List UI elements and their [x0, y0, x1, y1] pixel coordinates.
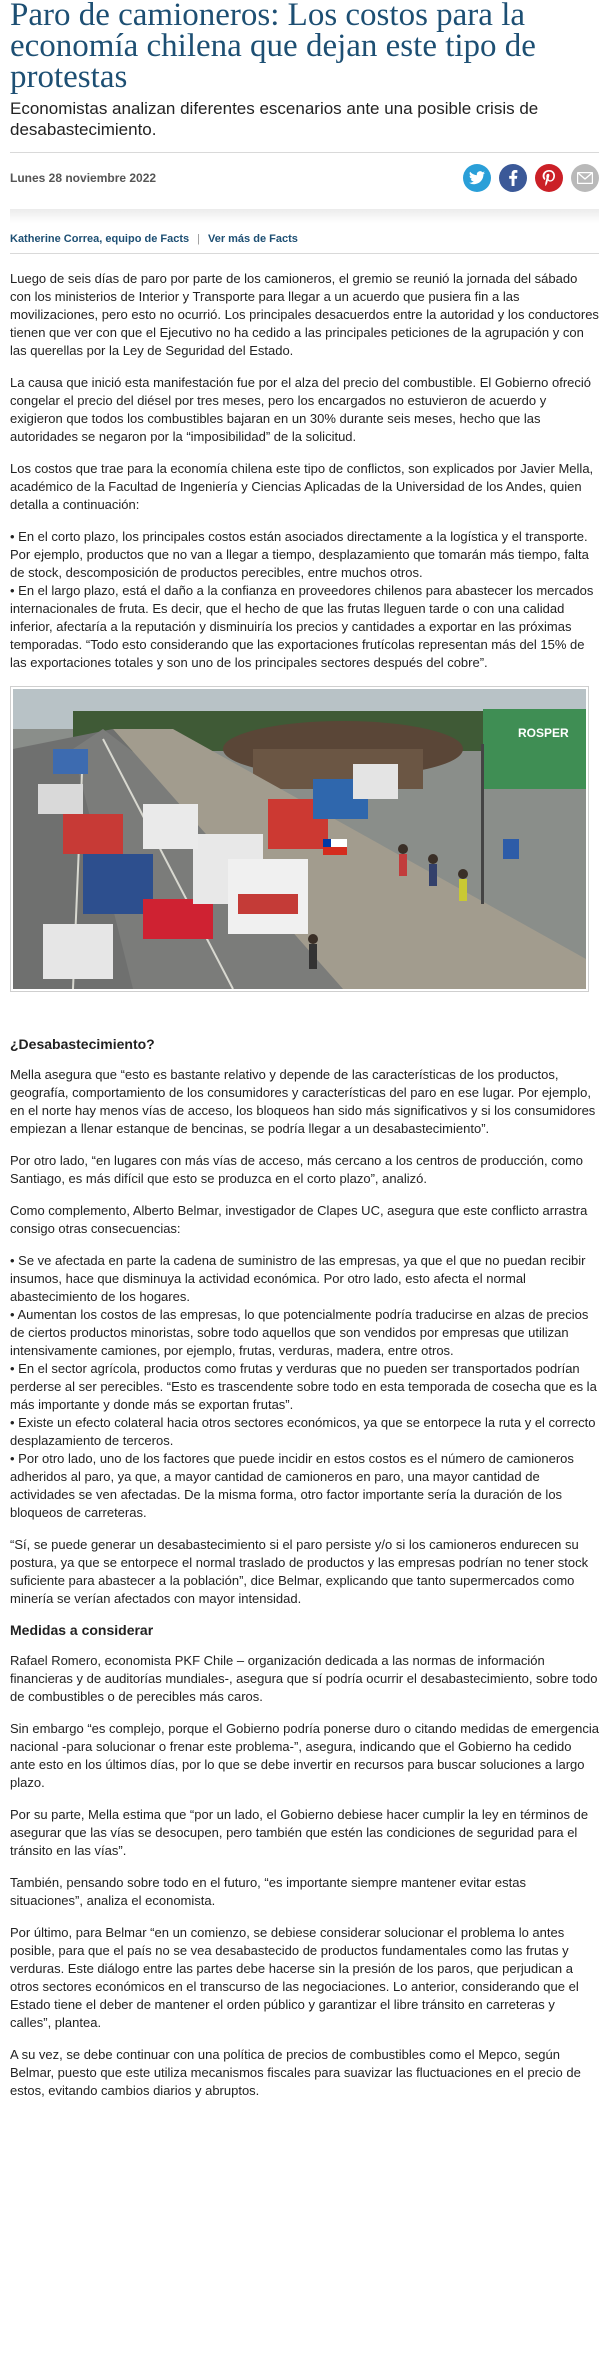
truck-blockade-photo: [13, 689, 586, 989]
paragraph-3: Los costos que trae para la economía chilena este tipo de conflictos, son explicados por Javier Mella, académico de la Facultad de Ingeniería y Ciencias Aplicadas de la Universidad de los Andes, quien detalla a continuación:: [10, 461, 594, 512]
paragraph-6: Como complemento, Alberto Belmar, investigador de Clapes UC, asegura que este conflicto arrastra consigo otras consecuencias:: [10, 1203, 588, 1236]
list-item: • En el corto plazo, los principales costos están asociados directamente a la logística y el transporte. Por ejemplo, productos que no van a llegar a tiempo, desplazamiento que tomarán más tiempo, falta de stock, descomposición de productos perecibles, entre muchos otros.: [10, 529, 589, 580]
article-date: Lunes 28 noviembre 2022: [10, 171, 157, 185]
email-icon: [577, 172, 593, 184]
paragraph-2: La causa que inició esta manifestación fue por el alza del precio del combustible. El Gobierno ofreció congelar el precio del diésel por tres meses, pero los encargados no estuvieron de acuerdo y exigieron que todos los combustibles bajaran en un 30% durante seis meses, hecho que las autoridades se negaron por la “imposibilidad” de la solicitud.: [10, 375, 592, 444]
facebook-icon: [508, 170, 518, 186]
list-item: • Aumentan los costos de las empresas, lo que potencialmente podría traducirse en alzas de precios de ciertos productos minoristas, sobre todo aquellos que son vendidos por empresas que utilizan intensivamente camiones, por ejemplo, frutas, verduras, madera, entre otros.: [10, 1307, 589, 1358]
facebook-share-button[interactable]: [499, 164, 527, 192]
list-item: • Existe un efecto colateral hacia otros sectores económicos, ya que se entorpece la ruta y el correcto desplazamiento de terceros.: [10, 1415, 596, 1448]
paragraph-8: Rafael Romero, economista PKF Chile – organización dedicada a las normas de información financieras y de auditorías mundiales-, asegura que sí podría ocurrir el desabastecimiento, sobre todo de combustibles o de perecibles más caros.: [10, 1653, 598, 1704]
twitter-share-button[interactable]: [463, 164, 491, 192]
list-item: • Por otro lado, uno de los factores que puede incidir en estos costos es el número de camioneros adheridos al paro, ya que, a mayor cantidad de camioneros en paro, una mayor cantidad de actividades se ven afectadas. De la misma forma, otro factor importante sería la duración de los bloqueos de carreteras.: [10, 1451, 574, 1520]
more-from-facts-link[interactable]: Ver más de Facts: [207, 233, 298, 245]
mella-cost-list: [10, 528, 599, 672]
paragraph-5: Por otro lado, “en lugares con más vías de acceso, más cercano a los centros de producción, como Santiago, es más difícil que esto se produzca en el corto plazo”, analizó.: [10, 1153, 584, 1186]
belmar-consequence-list: [10, 1252, 599, 1522]
paragraph-12: Por último, para Belmar “en un comienzo, se debiese considerar solucionar el problema lo antes posible, para que el país no se vea desabastecido de productos fundamentales como las frutas y verduras. Este diálogo entre las partes debe hacerse sin la presión de los paros, que perjudican a otros sectores económicos en el transcurso de las negociaciones. Lo anterior, considerando que el Estado tiene el deber de mantener el orden público y garantizar el libre tránsito en carreteras y calles”, plantea.: [10, 1925, 579, 2030]
share-buttons: [463, 164, 599, 192]
author-name[interactable]: Katherine Correa, equipo de Facts: [10, 233, 190, 245]
article-photo-truck-protest: [10, 686, 589, 992]
author-separator: |: [197, 233, 200, 245]
paragraph-7: “Sí, se puede generar un desabastecimiento si el paro persiste y/o si los camioneros endurecen su postura, ya que se entorpece el normal traslado de productos y las empresas podrían no tener stock suficiente para abastecer a la población”, dice Belmar, explicando que tanto supermercados como minería se verían afectados con mayor intensidad.: [10, 1537, 589, 1606]
header-shadow: [10, 209, 599, 223]
article-headline: Paro de camioneros: Los costos para la economía chilena que dejan este tipo de protestas: [10, 0, 536, 95]
list-item: • En el largo plazo, está el daño a la confianza en proveedores chilenos para abastecer los mercados internacionales de fruta. Es decir, que el hecho de que las frutas lleguen tarde o con una calidad inferior, afectaría a la reputación y disminuiría los precios y cantidades a exportar en las próximas temporadas. “Todo esto considerando que las exportaciones frutícolas representan más del 15% de las exportaciones totales y son uno de los principales sectores después del cobre”.: [10, 583, 594, 670]
list-item: • En el sector agrícola, productos como frutas y verduras que no pueden ser transportados podrían perderse al ser perecibles. “Esto es trascendente sobre todo en esta temporada de cosecha que es la más importante y donde más se exportan frutas”.: [10, 1361, 597, 1412]
list-item: • Se ve afectada en parte la cadena de suministro de las empresas, ya que el que no puedan recibir insumos, hace que disminuya la actividad económica. Por otro lado, esto afecta el normal abastecimiento de los hogares.: [10, 1253, 586, 1304]
article-body: [0, 270, 609, 2100]
paragraph-9: Sin embargo “es complejo, porque el Gobierno podría ponerse duro o citando medidas de emergencia nacional -para solucionar o frenar este problema-”, asegura, indicando que el Gobierno ha cedido ante esto en los últimos días, por lo que se debe invertir en recursos para buscar soluciones a largo plazo.: [10, 1721, 599, 1790]
article-subtitle: Economistas analizan diferentes escenarios ante una posible crisis de desabastecimiento.: [10, 99, 539, 139]
paragraph-10: Por su parte, Mella estima que “por un lado, el Gobierno debiese hacer cumplir la ley en términos de asegurar que las vías se desocupen, pero también que estén las condiciones de seguridad para el tránsito en las vías”.: [10, 1807, 589, 1858]
section-heading-medidas: Medidas a considerar: [10, 1622, 154, 1638]
pinterest-icon: [542, 170, 556, 186]
twitter-icon: [469, 171, 485, 185]
email-share-button[interactable]: [571, 164, 599, 192]
paragraph-11: También, pensando sobre todo en el futuro, “es importante siempre mantener evitar estas situaciones”, analiza el economista.: [10, 1875, 526, 1908]
paragraph-13: A su vez, se debe continuar con una política de precios de combustibles como el Mepco, según Belmar, puesto que este utiliza mecanismos fiscales para suavizar las fluctuaciones en el precio de estos, evitando cambios diarios y abruptos.: [10, 2047, 581, 2098]
author-row: [10, 223, 599, 254]
pinterest-share-button[interactable]: [535, 164, 563, 192]
paragraph-4: Mella asegura que “esto es bastante relativo y depende de las características de los productos, geografía, comportamiento de los consumidores y características del paro en ese lugar. Por ejemplo, en el norte hay menos vías de acceso, los bloqueos han sido más significativos y si los consumidores empiezan a llenar estanque de bencinas, se podría llegar a un desabastecimiento”.: [10, 1067, 596, 1136]
meta-row: [10, 152, 599, 203]
article-header: [0, 0, 609, 203]
building-sign-text: ROSPER: [518, 726, 569, 740]
paragraph-1: Luego de seis días de paro por parte de los camioneros, el gremio se reunió la jornada del sábado con los ministerios de Interior y Transporte para llegar a un acuerdo que pusiera fin a las movilizaciones, pero esto no ocurrió. Los principales desacuerdos entre la autoridad y los conductores tienen que ver con que el Ejecutivo no ha cedido a las principales peticiones de la agrupación y con las querellas por la Ley de Seguridad del Estado.: [10, 271, 599, 358]
section-heading-desabastecimiento: ¿Desabastecimiento?: [10, 1036, 155, 1052]
